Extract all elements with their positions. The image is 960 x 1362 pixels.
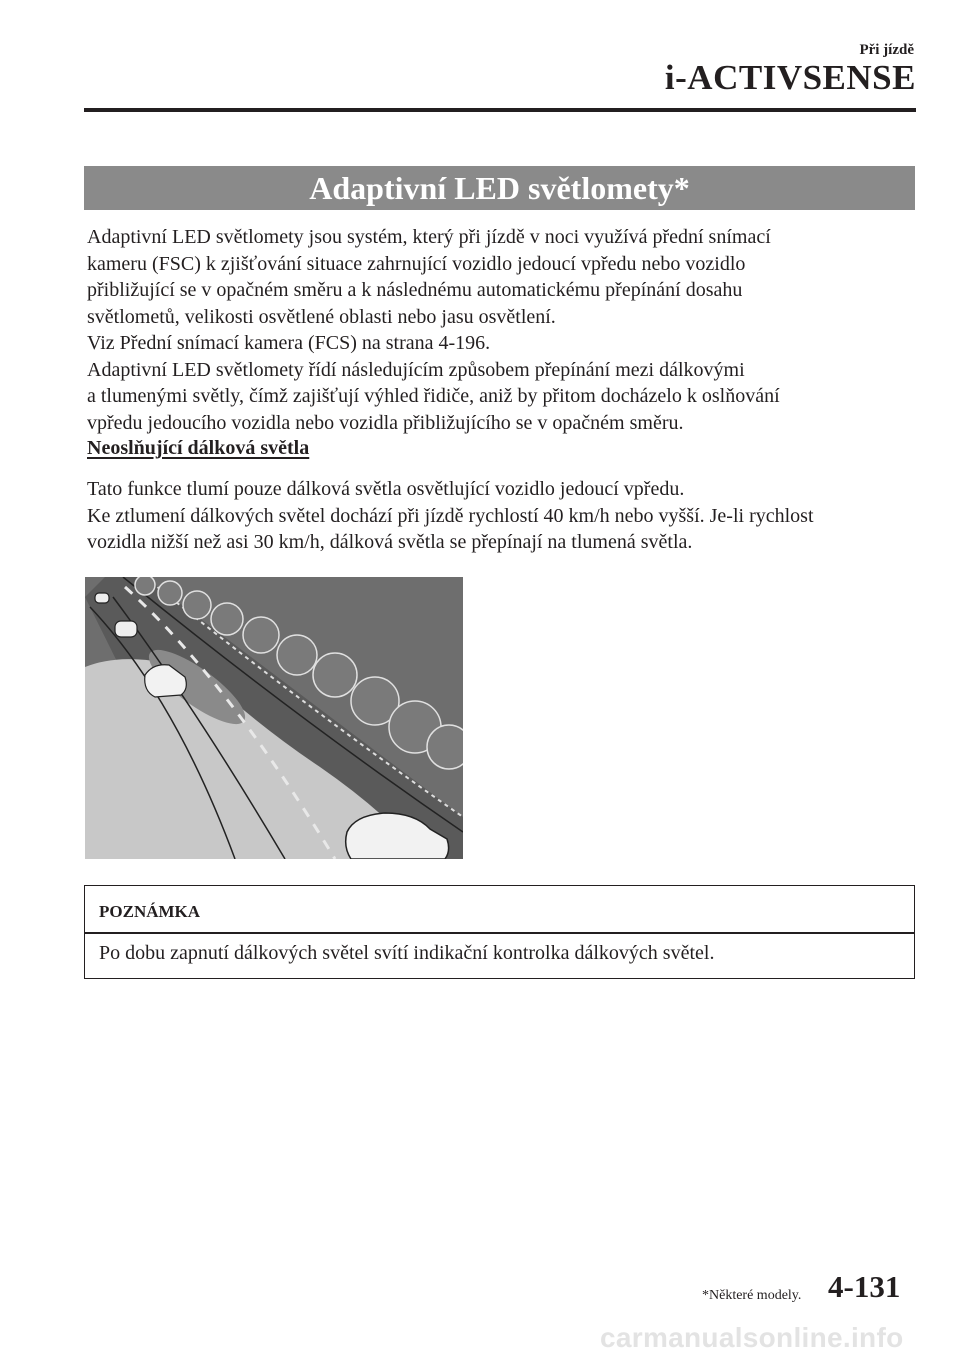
intro-line: kameru (FSC) k zjišťování situace zahrnující vozidlo jedoucí vpředu nebo vozidlo: [87, 252, 746, 275]
section-title: Adaptivní LED světlomety*: [84, 166, 915, 210]
intro-line: vpředu jedoucího vozidla nebo vozidla přibližujícího se v opačném směru.: [87, 411, 684, 434]
adaptive-headlights-illustration: [85, 577, 463, 859]
intro-line: Adaptivní LED světlomety řídí následujícím způsobem přepínání mezi dálkovými: [87, 358, 745, 381]
oncoming-car-1: [95, 593, 109, 603]
section-label: Při jízdě: [859, 42, 914, 58]
header-rule: [84, 108, 916, 112]
intro-paragraph: [87, 224, 917, 436]
oncoming-car-2: [115, 621, 137, 637]
sub-line: Tato funkce tlumí pouze dálková světla osvětlující vozidlo jedoucí vpředu.: [87, 478, 685, 500]
footnote: *Některé modely.: [702, 1288, 802, 1303]
chapter-title: i-ACTIVSENSE: [664, 58, 916, 97]
sub-line: Ke ztlumení dálkových světel dochází při jízdě rychlostí 40 km/h nebo vyšší. Je-li rychlost: [87, 504, 814, 527]
intro-line: a tlumenými světly, čímž zajišťují výhled řidiče, aniž by přitom docházelo k oslňování: [87, 385, 780, 407]
subheading: Neoslňující dálková světla: [87, 437, 310, 459]
note-title: POZNÁMKA: [99, 902, 201, 921]
note-divider: [85, 932, 914, 934]
cross-reference-line: Viz Přední snímací kamera (FCS) na strana 4-196.: [87, 332, 491, 354]
page-number: 4-131: [828, 1269, 901, 1304]
intro-line: přibližující se v opačném směru a k následnému automatickému přepínání dosahu: [87, 279, 743, 301]
sub-paragraph: [87, 476, 917, 556]
intro-line: světlometů, velikosti osvětlené oblasti nebo jasu osvětlení.: [87, 305, 556, 328]
sub-line: vozidla nižší než asi 30 km/h, dálková světla se přepínají na tlumená světla.: [87, 531, 693, 553]
intro-line: Adaptivní LED světlomety jsou systém, který při jízdě v noci využívá přední snímací: [87, 226, 771, 248]
note-text: Po dobu zapnutí dálkových světel svítí indikační kontrolka dálkových světel.: [99, 942, 715, 964]
watermark-text: carmanualsonline.info: [600, 1322, 904, 1353]
note-box: [84, 885, 915, 979]
